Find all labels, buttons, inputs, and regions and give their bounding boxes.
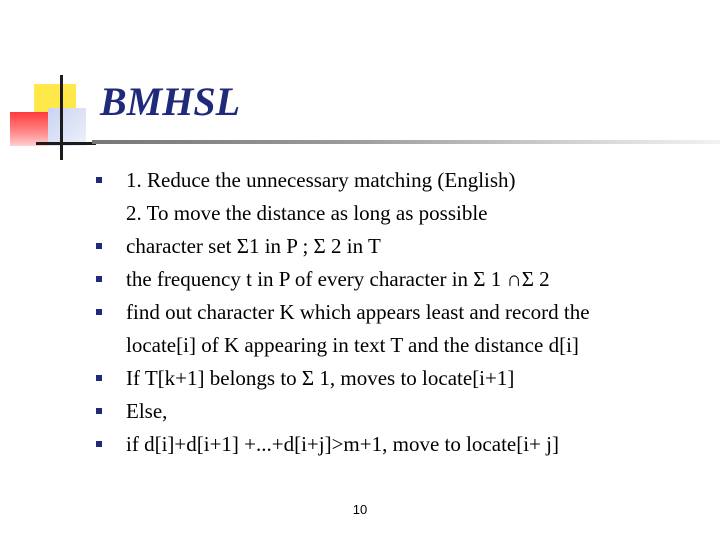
body-line: if d[i]+d[i+1] +...+d[i+j]>m+1, move to locate[i+ j] (126, 430, 706, 463)
body-line: locate[i] of K appearing in text T and the distance d[i] (126, 333, 579, 357)
vertical-line (60, 75, 63, 160)
slide-title: BMHSL (100, 79, 241, 124)
body-line: If T[k+1] belongs to Σ 1, moves to locate[i+1] (126, 364, 706, 397)
body-line: character set Σ1 in P ; Σ 2 in T (126, 232, 706, 265)
horizontal-line (36, 142, 96, 145)
page-number: 10 (352, 502, 368, 517)
slide-body (126, 166, 706, 463)
title-rule (92, 140, 720, 144)
body-line: Else, (126, 397, 706, 430)
red-square (10, 112, 52, 146)
blue-square (48, 108, 86, 146)
body-line: find out character K which appears least and record the (126, 298, 706, 331)
logo-decoration (0, 0, 100, 170)
body-line: the frequency t in P of every character in Σ 1 ∩Σ 2 (126, 265, 706, 298)
body-line: 1. Reduce the unnecessary matching (English) (126, 166, 706, 199)
body-line: 2. To move the distance as long as possible (126, 201, 488, 225)
